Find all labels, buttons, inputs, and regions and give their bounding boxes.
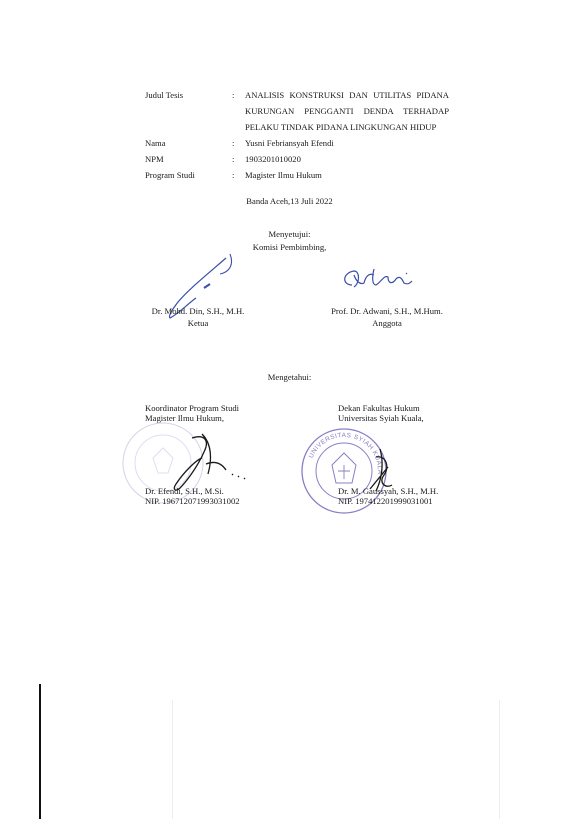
dean-nip: NIP. 197412201999031001 <box>338 496 433 506</box>
committee-label: Komisi Pembimbing, <box>252 242 327 252</box>
colon: : <box>232 90 235 100</box>
coordinator-name: Dr. Efendi, S.H., M.Si. <box>145 486 224 496</box>
scan-line <box>499 700 500 819</box>
anggota-role: Anggota <box>372 318 402 328</box>
thesis-title-line: PELAKU TINDAK PIDANA LINGKUNGAN HIDUP <box>245 122 437 132</box>
value-npm: 1903201010020 <box>245 154 301 164</box>
dean-line1: Dekan Fakultas Hukum <box>338 403 420 413</box>
label-nama: Nama <box>145 138 166 148</box>
ketua-name: Dr. Mohd. Din, S.H., M.H. <box>151 306 245 316</box>
label-program: Program Studi <box>145 170 195 180</box>
colon: : <box>232 170 235 180</box>
label-judul: Judul Tesis <box>145 90 184 100</box>
approval-heading: Menyetujui: <box>268 229 311 239</box>
coordinator-nip: NIP. 196712071993031002 <box>145 496 240 506</box>
scan-line <box>172 700 173 819</box>
signature-anggota <box>338 265 418 300</box>
place-date: Banda Aceh,13 Juli 2022 <box>246 196 333 206</box>
colon: : <box>232 138 235 148</box>
ketua-role: Ketua <box>187 318 209 328</box>
label-npm: NPM <box>145 154 164 164</box>
colon: : <box>232 154 235 164</box>
value-program: Magister Ilmu Hukum <box>245 170 322 180</box>
coordinator-line1: Koordinator Program Studi <box>145 403 240 413</box>
dean-name: Dr. M. Gaussyah, S.H., M.H. <box>338 486 439 496</box>
dean-line2: Universitas Syiah Kuala, <box>338 413 424 423</box>
scan-edge <box>39 684 41 819</box>
anggota-name: Prof. Dr. Adwani, S.H., M.Hum. <box>331 306 443 316</box>
stamp-text: UNIVERSITAS SYIAH KUALA <box>307 431 384 475</box>
thesis-title-line: ANALISIS KONSTRUKSI DAN UTILITAS PIDANA <box>245 90 449 100</box>
acknowledged-heading: Mengetahui: <box>267 372 312 382</box>
thesis-title-line: KURUNGAN PENGGANTI DENDA TERHADAP <box>245 106 449 116</box>
coordinator-line2: Magister Ilmu Hukum, <box>145 413 225 423</box>
value-nama: Yusni Febriansyah Efendi <box>245 138 334 148</box>
